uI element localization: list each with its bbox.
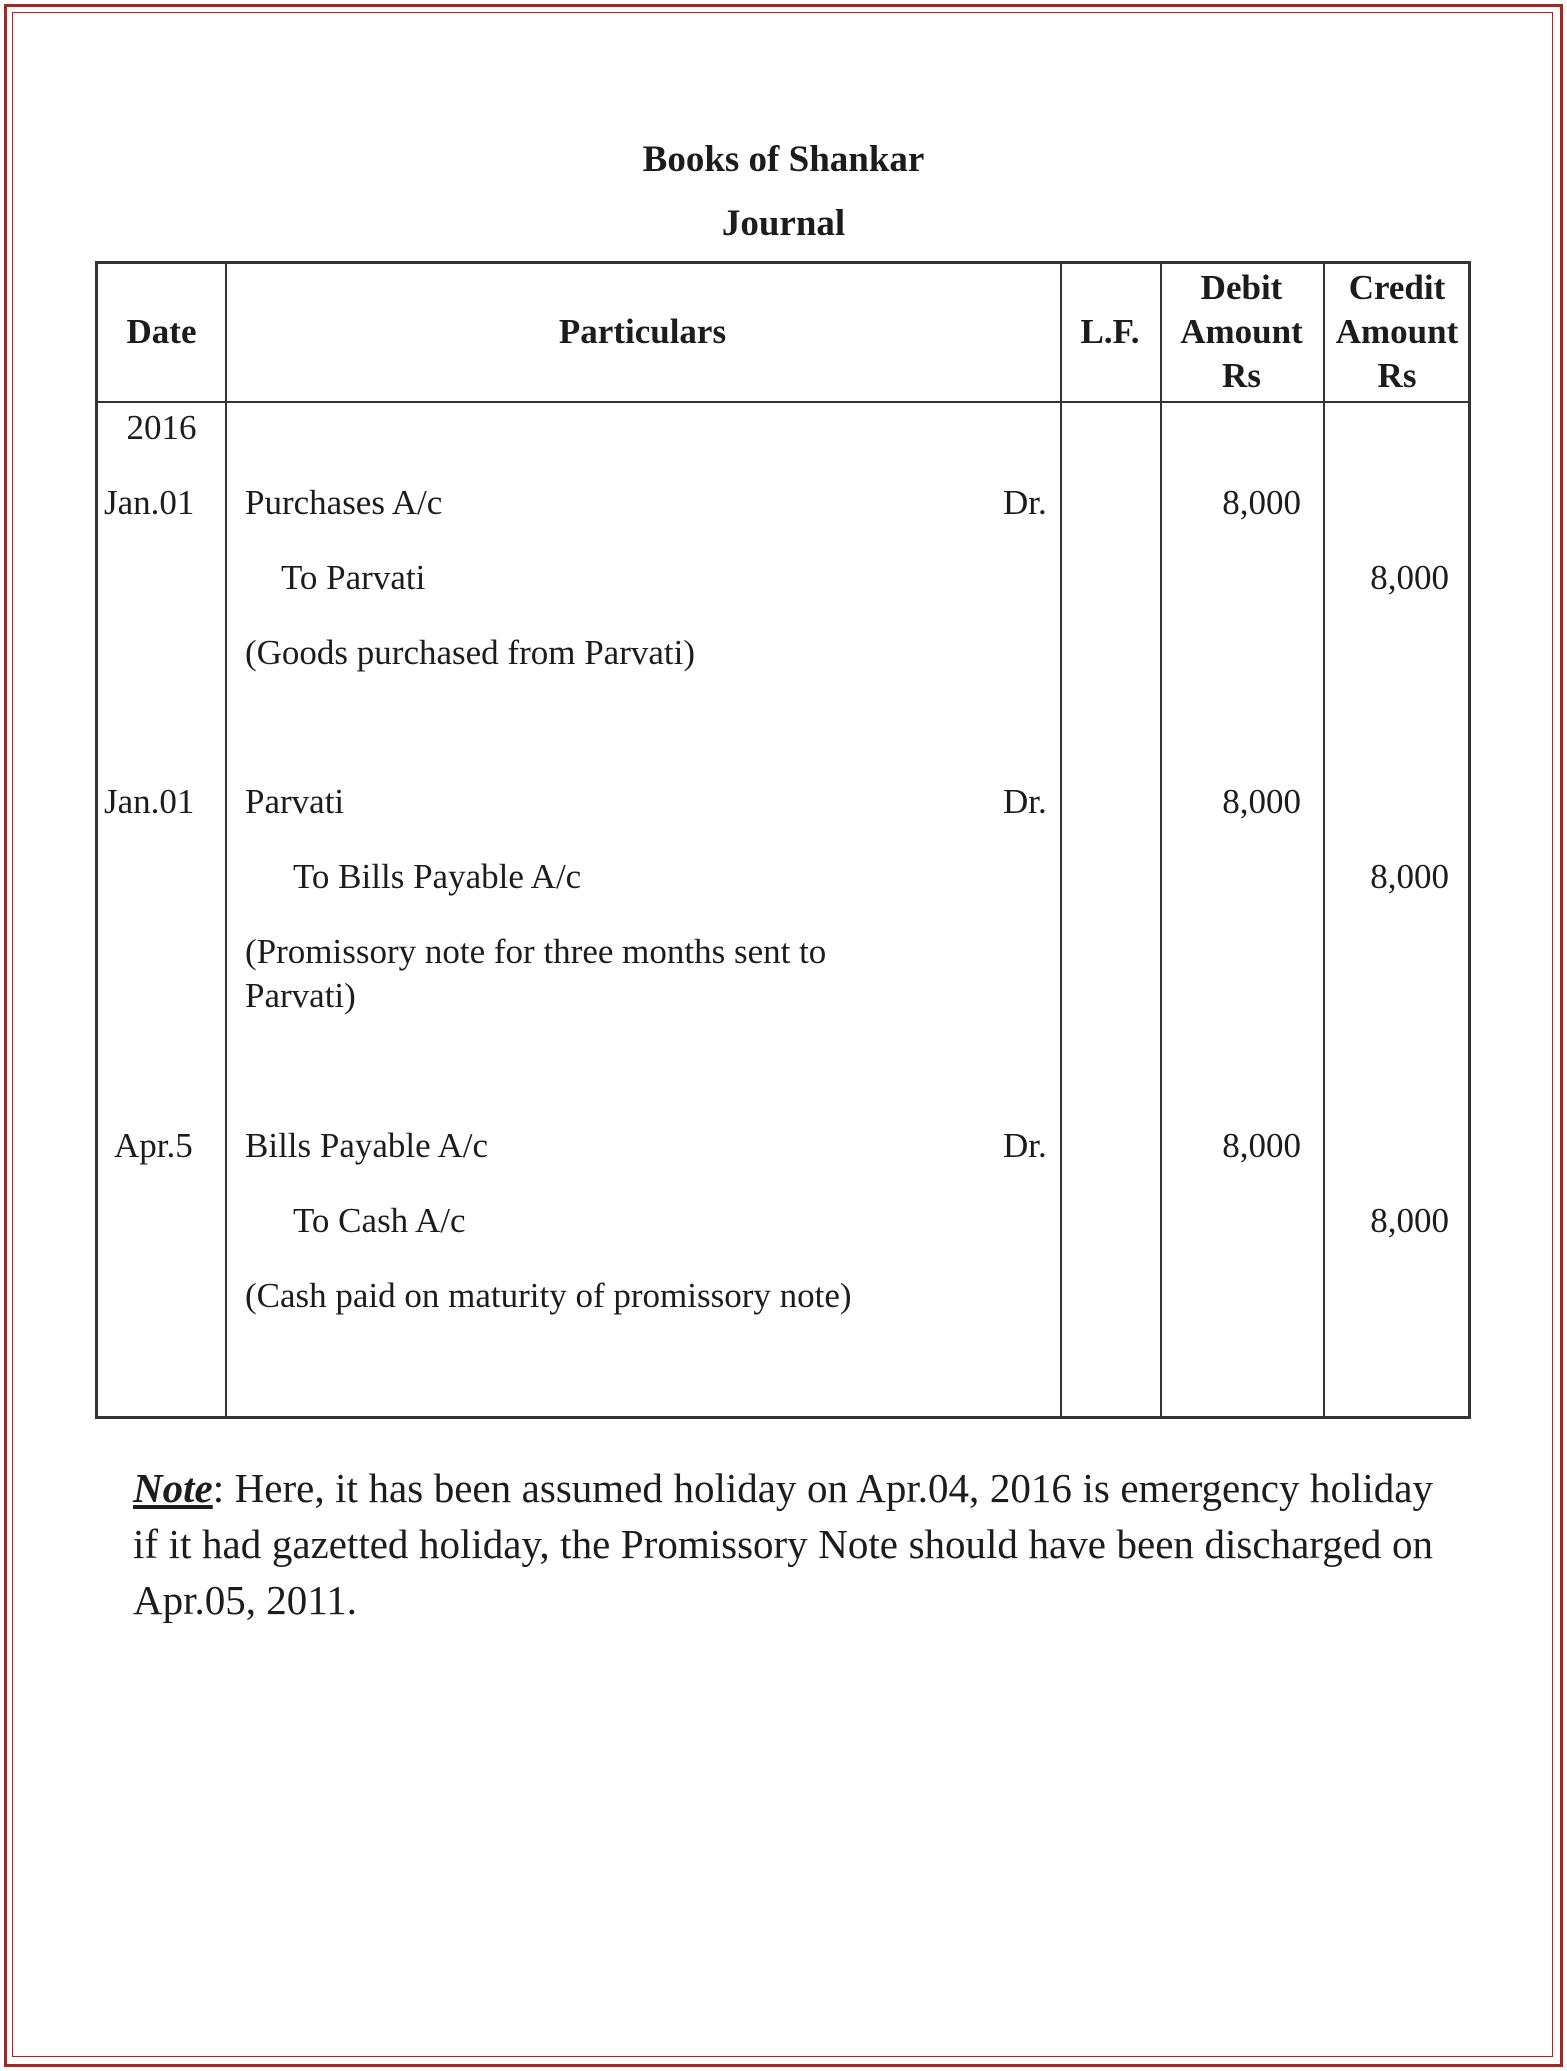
header-credit-line-1: Credit <box>1348 268 1446 307</box>
journal-title: Journal <box>721 203 846 244</box>
entry-2-credit-account: To Bills Payable A/c <box>293 857 582 896</box>
entry-1-debit-account: Purchases A/c <box>245 483 443 522</box>
year-cell: 2016 <box>126 408 197 447</box>
entry-1-credit-account: To Parvati <box>281 558 426 597</box>
footnote <box>133 1460 1433 1628</box>
entry-3-credit-amount: 8,000 <box>1370 1201 1449 1240</box>
entry-1-date: Jan.01 <box>104 483 195 522</box>
book-title: Books of Shankar <box>642 139 925 180</box>
entry-3-credit-account: To Cash A/c <box>293 1201 466 1240</box>
header-particulars: Particulars <box>558 312 727 351</box>
column-divider <box>1160 264 1162 1416</box>
entry-2-narration: (Promissory note for three months sent to Parvati) <box>245 932 827 1015</box>
column-divider <box>1060 264 1062 1416</box>
header-debit-line-2: Amount <box>1180 312 1303 351</box>
entry-2-credit-amount: 8,000 <box>1370 857 1449 896</box>
entry-3-narration: (Cash paid on maturity of promissory note) <box>245 1276 852 1315</box>
entry-2-debit-amount: 8,000 <box>1222 782 1301 821</box>
note-label: Note <box>133 1465 213 1511</box>
entry-1-credit-amount: 8,000 <box>1370 558 1449 597</box>
column-divider <box>225 264 227 1416</box>
header-debit-line-1: Debit <box>1200 268 1283 307</box>
header-credit-line-2: Amount <box>1335 312 1459 351</box>
header-date: Date <box>126 312 197 351</box>
entry-2-debit-account: Parvati <box>245 782 345 821</box>
journal-table <box>95 261 1471 1419</box>
header-divider <box>98 401 1468 403</box>
header-credit-line-3: Rs <box>1377 356 1417 395</box>
entry-3-dr: Dr. <box>1003 1126 1047 1165</box>
entry-1-dr: Dr. <box>1003 483 1047 522</box>
note-text: : Here, it has been assumed holiday on Apr.04, 2016 is emergency holiday if it had gazetted holiday, the Promissory Note should have been discharged on Apr.05, 2011. <box>133 1465 1433 1623</box>
header-credit <box>1323 266 1471 398</box>
entry-3-date: Apr.5 <box>114 1126 193 1165</box>
entry-3-debit-account: Bills Payable A/c <box>245 1126 489 1165</box>
column-divider <box>1323 264 1325 1416</box>
header-lf: L.F. <box>1080 312 1140 351</box>
header-debit-line-3: Rs <box>1222 356 1261 395</box>
entry-1-debit-amount: 8,000 <box>1222 483 1301 522</box>
entry-1-narration: (Goods purchased from Parvati) <box>245 633 696 672</box>
entry-3-debit-amount: 8,000 <box>1222 1126 1301 1165</box>
entry-2-dr: Dr. <box>1003 782 1047 821</box>
header-debit <box>1160 266 1323 398</box>
entry-2-date: Jan.01 <box>104 782 195 821</box>
